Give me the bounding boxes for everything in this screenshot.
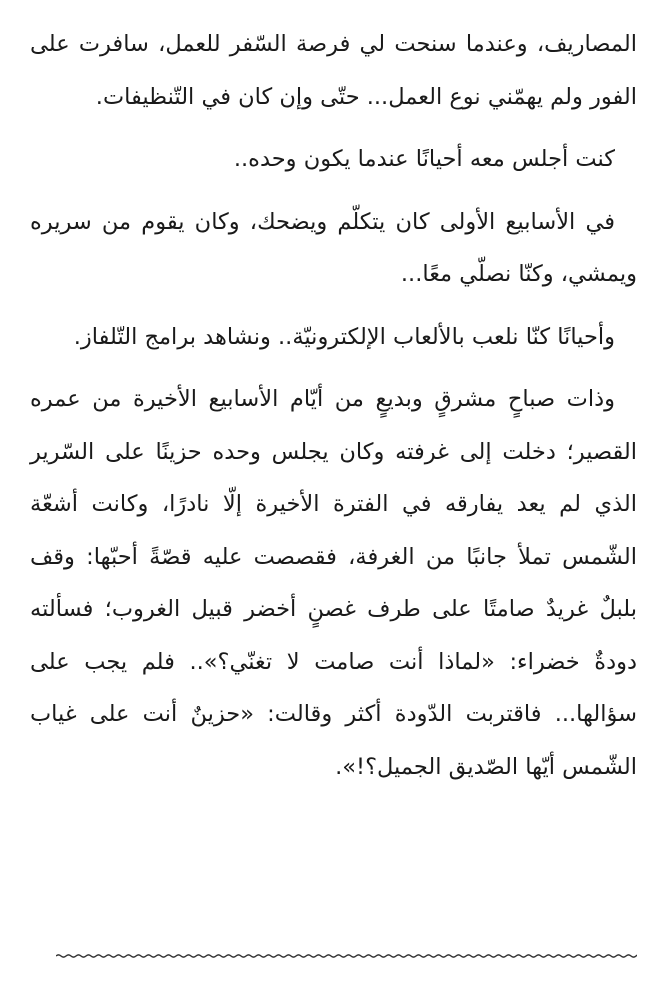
wavy-divider-icon [56,950,637,962]
paragraph-2: كنت أجلس معه أحيانًا عندما يكون وحده.. [233,146,615,172]
paragraph-4: وأحيانًا كنّا نلعب بالألعاب الإلكترونيّة.. ونشاهد برامج التّلفاز. [73,323,615,350]
paragraph-1: المصاريف، وعندما سنحت لي فرصة السّفر للعمل، سافرت على الفور ولم يهمّني نوع العمل... حتّى وإن كان في التّنظيفات. [30,31,637,110]
wavy-divider-path [56,955,637,957]
paragraph-3: في الأسابيع الأولى كان يتكلّم ويضحك، وكان يقوم من سريره ويمشي، وكنّا نصلّي معًا... [30,208,637,287]
paragraph-5: وذات صباحٍ مشرقٍ وبديعٍ من أيّام الأسابيع الأخيرة من عمره القصير؛ دخلت إلى غرفته وكان يجلس وحده حزينًا على السّرير الذي لم يعد يفارقه في الفترة الأخيرة إلّا نادرًا، وكانت أشعّة الشّمس تملأ جانبًا من الغرفة، فقصصت عليه قصّةً أحبّها: وقف بلبلٌ غريدٌ صامتًا على طرف غصنٍ أخضر قبيل الغروب؛ فسألته دودةٌ خضراء: «لماذا أنت صامت لا تغنّي؟».. فلم يجب على سؤالها... فاقتربت الدّودة أكثر وقالت: «حزينٌ أنت على غياب الشّمس أيّها الصّديق الجميل؟!». [30,386,637,780]
book-page-text [30,18,637,793]
